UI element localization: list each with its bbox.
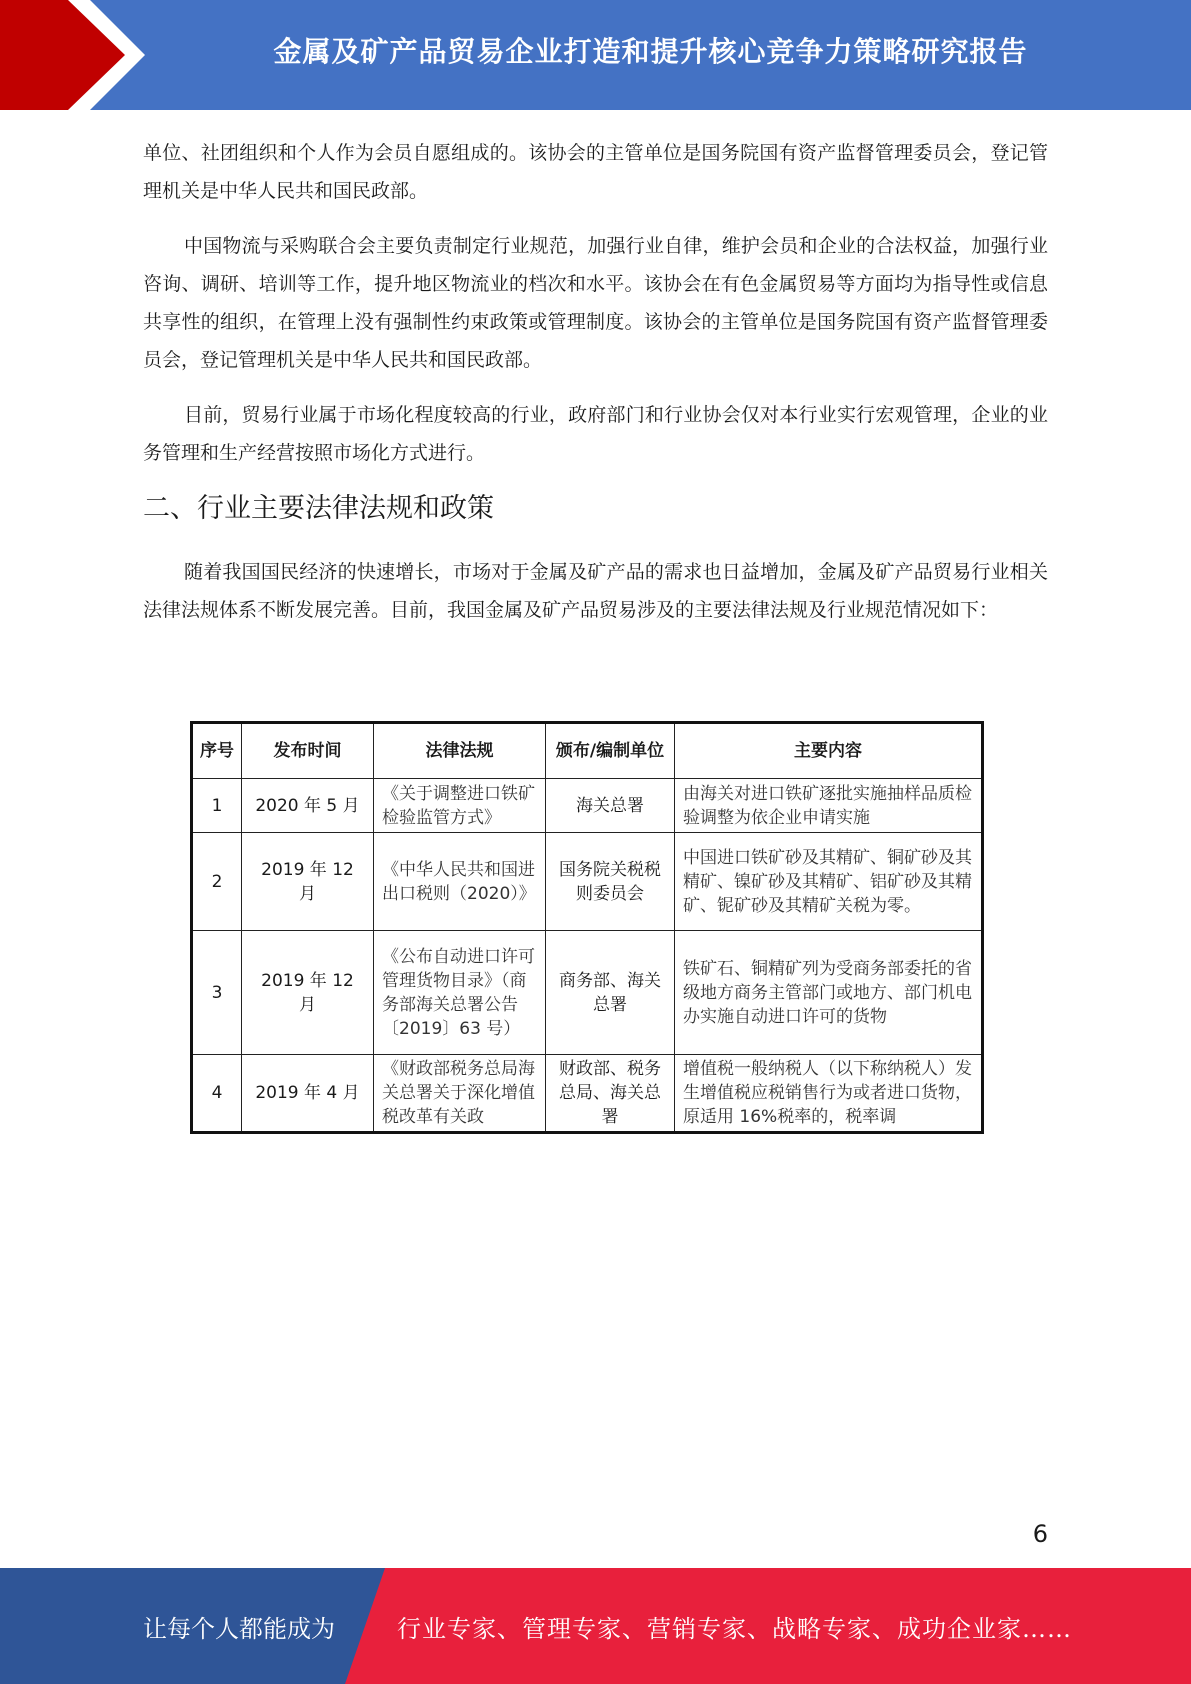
- cell-no: 1: [192, 779, 242, 833]
- cell-date: 2020 年 5 月: [242, 779, 374, 833]
- laws-table-wrapper: [190, 721, 984, 1134]
- cell-content-text: 增值税一般纳税人（以下称纳税人）发生增值税应税销售行为或者进口货物，原适用 16%税率的，税率调: [683, 1059, 972, 1127]
- cell-law: 《公布自动进口许可管理货物目录》（商务部海关总署公告〔2019〕63 号）: [374, 931, 546, 1055]
- cell-law: 《关于调整进口铁矿检验监管方式》: [374, 779, 546, 833]
- page-header: [0, 0, 1191, 110]
- cell-issuer: 海关总署: [546, 779, 675, 833]
- footer-slogan-left: 让每个人都能成为: [143, 1614, 335, 1643]
- header-content: 主要内容: [675, 723, 983, 779]
- header-no: 序号: [192, 723, 242, 779]
- section-paragraph: 随着我国国民经济的快速增长，市场对于金属及矿产品的需求也日益增加，金属及矿产品贸易行业相关法律法规体系不断发展完善。目前，我国金属及矿产品贸易涉及的主要法律法规及行业规范情况如下：: [143, 561, 1048, 621]
- cell-no: 3: [192, 931, 242, 1055]
- cell-issuer: 国务院关税税则委员会: [546, 833, 675, 931]
- table-row: [192, 1055, 983, 1133]
- table-row: [192, 779, 983, 833]
- cell-issuer: 商务部、海关总署: [546, 931, 675, 1055]
- document-body: [143, 134, 1048, 646]
- header-issuer: 颁布/编制单位: [546, 723, 675, 779]
- cell-no: 2: [192, 833, 242, 931]
- footer-slogan-right: 行业专家、管理专家、营销专家、战略专家、成功企业家……: [397, 1614, 1072, 1643]
- paragraph-1: 单位、社团组织和个人作为会员自愿组成的。该协会的主管单位是国务院国有资产监督管理委员会，登记管理机关是中华人民共和国民政部。: [143, 142, 1048, 202]
- cell-date: 2019 年 4 月: [242, 1055, 374, 1133]
- page-number: 6: [1032, 1520, 1048, 1548]
- cell-law: [374, 1055, 546, 1133]
- header-arrow-icon: [0, 0, 150, 110]
- paragraph-3: 目前，贸易行业属于市场化程度较高的行业，政府部门和行业协会仅对本行业实行宏观管理，企业的业务管理和生产经营按照市场化方式进行。: [143, 404, 1048, 464]
- cell-issuer: [546, 1055, 675, 1133]
- table-row: [192, 931, 983, 1055]
- header-date: 发布时间: [242, 723, 374, 779]
- section-heading: 二、行业主要法律法规和政策: [143, 493, 494, 524]
- cell-date: 2019 年 12 月: [242, 931, 374, 1055]
- cell-law-text: 《财政部税务总局海关总署关于深化增值税改革有关政: [382, 1059, 535, 1127]
- cell-date: 2019 年 12 月: [242, 833, 374, 931]
- cell-law: 《中华人民共和国进出口税则（2020）》: [374, 833, 546, 931]
- page-footer: [0, 1568, 1191, 1684]
- laws-table: [190, 721, 984, 1134]
- cell-content: [675, 1055, 983, 1133]
- cell-content: 铁矿石、铜精矿列为受商务部委托的省级地方商务主管部门或地方、部门机电办实施自动进口许可的货物: [675, 931, 983, 1055]
- cell-no: 4: [192, 1055, 242, 1133]
- cell-issuer-text: 财政部、税务总局、海关总署: [559, 1059, 661, 1127]
- header-law: 法律法规: [374, 723, 546, 779]
- cell-content: 中国进口铁矿砂及其精矿、铜矿砂及其精矿、镍矿砂及其精矿、铝矿砂及其精矿、铌矿砂及其精矿关税为零。: [675, 833, 983, 931]
- cell-content: 由海关对进口铁矿逐批实施抽样品质检验调整为依企业申请实施: [675, 779, 983, 833]
- table-header-row: [192, 723, 983, 779]
- report-title: 金属及矿产品贸易企业打造和提升核心竞争力策略研究报告: [273, 35, 1028, 68]
- table-row: [192, 833, 983, 931]
- paragraph-2: 中国物流与采购联合会主要负责制定行业规范，加强行业自律，维护会员和企业的合法权益，加强行业咨询、调研、培训等工作，提升地区物流业的档次和水平。该协会在有色金属贸易等方面均为指导性或信息共享性的组织，在管理上没有强制性约束政策或管理制度。该协会的主管单位是国务院国有资产监督管理委员会，登记管理机关是中华人民共和国民政部。: [143, 235, 1048, 371]
